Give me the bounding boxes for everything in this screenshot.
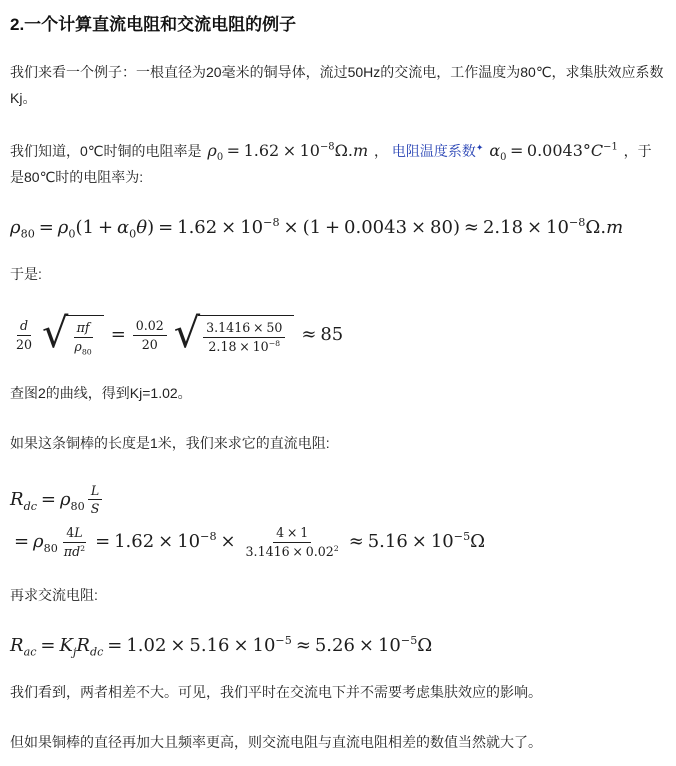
formula-rac: $R_{ac} = K_jR_{dc} = 1.02 \times 5.16 \times 10^{-5} \approx 5.26 \times 10^{-5}\Omega$ xyxy=(10,634,433,659)
paragraph-conclusion-2: 但如果铜棒的直径再加大且频率更高，则交流电阻与直流电阻相差的数值当然就大了。 xyxy=(10,734,542,751)
paragraph-kj-result: 查图2的曲线，得到Kj=1.02。 xyxy=(10,384,192,401)
formula-skin-effect-parameter: $\frac{d}{20}$ √ $\frac{\pi f}{\rho_{80}}$ = $\frac{0.02}{20}$ √ $\frac{3.1416 \times 50}{2.18 \times 10^{-8}}$ ≈ 85 xyxy=(16,309,344,358)
paragraph-known-values xyxy=(10,136,664,191)
radical-sign: √ xyxy=(173,309,201,358)
paragraph-text: 我们知道，0℃时铜的电阻率是 xyxy=(10,142,202,159)
paragraph-dc-resistance-intro: 如果这条铜棒的长度是1米，我们来求它的直流电阻: xyxy=(10,434,330,451)
inline-math-alpha0: $\alpha_0 = 0.0043^\circ C^{-1}$ xyxy=(489,140,618,164)
reference-star-icon: ✦ xyxy=(475,142,484,153)
paragraph-text: ， xyxy=(374,142,389,159)
paragraph-conclusion-1: 我们看到，两者相差不大。可见，我们平时在交流电下并不需要考虑集肤效应的影响。 xyxy=(10,684,542,701)
paragraph-ac-resistance-intro: 再求交流电阻: xyxy=(10,587,98,604)
formula-rdc: $R_{dc} = \rho_{80}$ $\frac{L}{S}$ = $\rho_{80}$ $\frac{4L}{\pi d^2}$ = $1.62 \times 10^{-8}$ × $\frac{4 \times 1}{3.1416 \times 0.02^2}$ ≈ $5.16 \times 10^{-5}\Omega$ xyxy=(10,482,486,559)
paragraph-yushi: 于是: xyxy=(10,266,42,283)
resistance-temperature-coefficient-link[interactable]: 电阻温度系数✦ xyxy=(391,142,484,159)
radical-sign: √ xyxy=(42,309,69,358)
formula-rho80: $\rho_{80} = \rho_0(1 + \alpha_0\theta) = 1.62 \times 10^{-8} \times (1 + 0.0043 \times 80) \approx 2.18 \times 10^{-8}\Omega.m$ xyxy=(10,216,624,241)
paragraph-example-intro: 我们来看一个例子：一根直径为20毫米的铜导体，流过50Hz的交流电，工作温度为80℃，求集肤效应系数Kj。 xyxy=(10,64,664,106)
section-heading: 2.一个计算直流电阻和交流电阻的例子 xyxy=(10,15,297,34)
inline-math-rho0: $\rho_0 = 1.62 \times 10^{-8}\Omega.m$ xyxy=(207,140,369,164)
paragraph-text: ，于是80℃时的电阻率为: xyxy=(10,142,652,186)
